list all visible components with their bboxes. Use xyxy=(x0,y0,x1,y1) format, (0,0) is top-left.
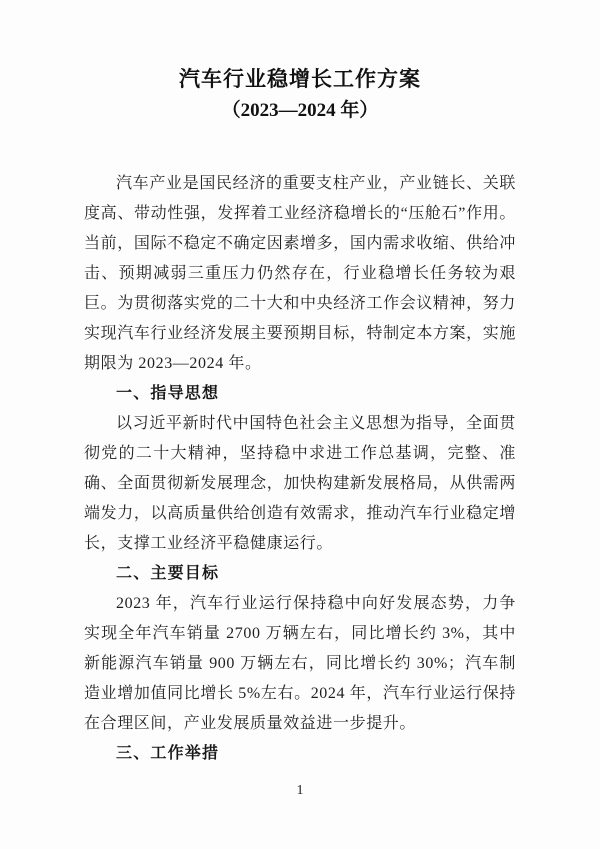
section-heading-work-measures: 三、工作举措 xyxy=(116,745,220,762)
document-body xyxy=(84,169,516,769)
section-paragraph-guiding-ideology: 以习近平新时代中国特色社会主义思想为指导，全面贯彻党的二十大精神，坚持稳中求进工作总基调，完整、准确、全面贯彻新发展理念，加快构建新发展格局，从供需两端发力，以高质量供给创造有效需求，推动汽车行业稳定增长，支撑工业经济平稳健康运行。 xyxy=(84,415,516,552)
page-number: 1 xyxy=(296,783,304,798)
document-title: 汽车行业稳增长工作方案 xyxy=(179,67,421,91)
section-paragraph-main-goals: 2023 年，汽车行业运行保持稳中向好发展态势，力争实现全年汽车销量 2700 万辆左右，同比增长约 3%，其中新能源汽车销量 900 万辆左右，同比增长约 30%；汽车制造业增加值同比增长 5%左右。2024 年，汽车行业运行保持在合理区间，产业发展质量效益进一步提升。 xyxy=(84,595,516,732)
document-subtitle: （2023—2024 年） xyxy=(221,100,379,121)
intro-paragraph: 汽车产业是国民经济的重要支柱产业，产业链长、关联度高、带动性强，发挥着工业经济稳增长的“压舱石”作用。当前，国际不稳定不确定因素增多，国内需求收缩、供给冲击、预期减弱三重压力仍然存在，行业稳增长任务较为艰巨。为贯彻落实党的二十大和中央经济工作会议精神，努力实现汽车行业经济发展主要预期目标，特制定本方案，实施期限为 2023—2024 年。 xyxy=(84,175,516,372)
section-heading-guiding-ideology: 一、指导思想 xyxy=(116,385,220,402)
section-heading-main-goals: 二、主要目标 xyxy=(116,565,220,582)
